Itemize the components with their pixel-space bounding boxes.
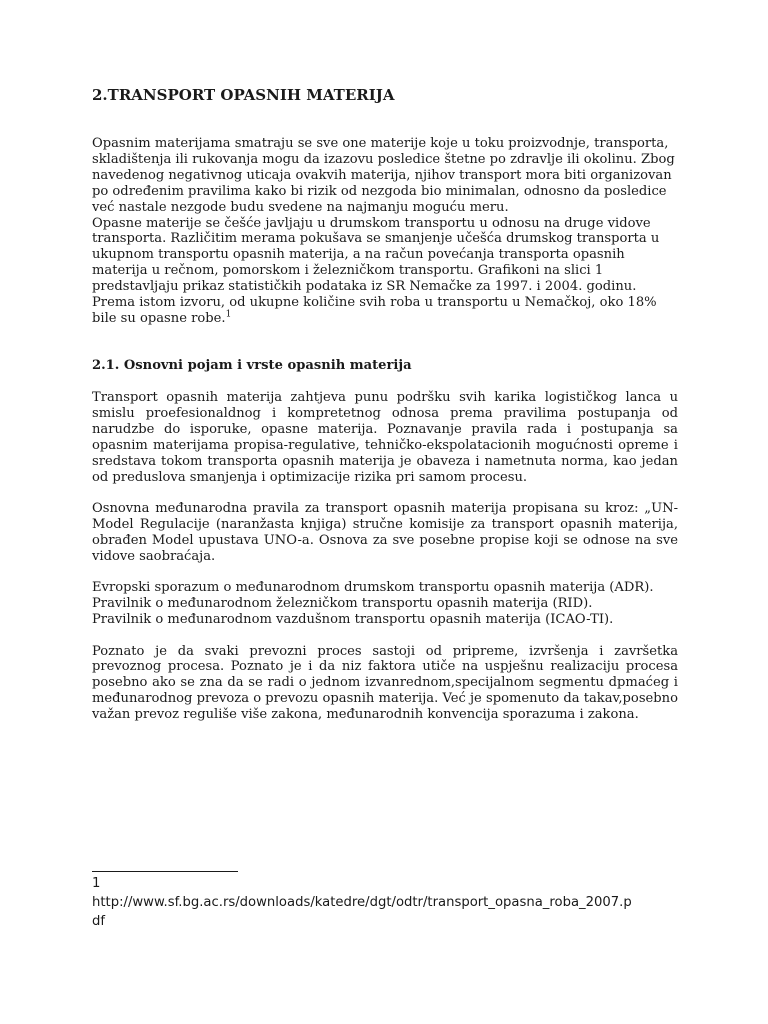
chapter-title: 2.TRANSPORT OPASNIH MATERIJA: [92, 86, 395, 104]
intro-paragraph-2: [92, 216, 678, 327]
intro-paragraph-2-text: Opasne materije se češće javljaju u drumskom transportu u odnosu na druge vidove transporta. Različitim merama pokušava se smanjenje učešća drumskog transporta u ukupnom transportu opasnih materija, a na račun povećanja transporta opasnih materija u rečnom, pomorskom i železničkom transportu. Grafikoni na slici 1 predstavljaju prikaz statističkih podataka iz SR Nemačke za 1997. i 2004. godinu. Prema istom izvoru, od ukupne količine svih roba u transportu u Nemačkoj, oko 18% bile su opasne robe.: [92, 215, 660, 326]
intro-paragraph-1: Opasnim materijama smatraju se sve one materije koje u toku proizvodnje, transporta, skladištenja ili rukovanja mogu da izazovu posledice štetne po zdravlje ili okolinu. Zbog navedenog negativnog uticaja ovakvih materija, njihov transport mora biti organizovan po određenim pravilima kako bi rizik od nezgoda bio minimalan, odnosno da posledice već nastale nezgode budu svedene na najmanju moguću meru.: [92, 136, 675, 215]
intro-text: [92, 136, 678, 327]
section-body: [92, 390, 678, 739]
footnote-url-line-1[interactable]: http://www.sf.bg.ac.rs/downloads/katedre/dgt/odtr/transport_opasna_roba_2007.p: [92, 895, 632, 910]
footnote-number: 1: [92, 876, 101, 891]
section-paragraph-2: Osnovna međunarodna pravila za transport opasnih materija propisana su kroz: „UN-Model Regulacije (naranžasta knjiga) stručne komisije za transport opasnih materija, obrađen Model upustava UNO-a. Osnova za sve posebne propise koji se odnose na sve vidove saobraćaja.: [92, 501, 678, 564]
list-item: Pravilnik o međunarodnom vazdušnom transportu opasnih materija (ICAO-TI).: [92, 612, 614, 628]
list-item: Evropski sporazum o međunarodnom drumskom transportu opasnih materija (ADR).: [92, 580, 654, 596]
list-item: Pravilnik o međunarodnom železničkom transportu opasnih materija (RID).: [92, 596, 593, 612]
section-paragraph-3: Poznato je da svaki prevozni proces sastoji od pripreme, izvršenja i završetka prevoznog procesa. Poznato je i da niz faktora utiče na uspješnu realizaciju procesa posebno ako se zna da se radi o jednom izvanrednom,specijalnom segmentu dpmaćeg i međunarodnog prevoza o prevozu opasnih materija. Već je spomenuto da takav,posebno važan prevoz reguliše više zakona, međunarodnih konvencija sporazuma i zakona.: [92, 643, 678, 723]
footnote: [92, 874, 692, 931]
section-paragraph-1: Transport opasnih materija zahtjeva punu podršku svih karika logističkog lanca u smislu proefesionaldnog i kompretetnog odnosa prema pravilima postupanja od narudzbe do isporuke, opasne materija. Poznavanje pravila rada i postupanja sa opasnim materijama propisa-regulative, tehničko-ekspolatacionih mogućnosti opreme i sredstava tokom transporta opasnih materija je obaveza i nametnuta norma, kao jedan od preduslova smanjenja i optimizacije rizika pri samom procesu.: [92, 390, 678, 485]
section-title: 2.1. Osnovni pojam i vrste opasnih materija: [92, 358, 412, 373]
regulations-list: [92, 580, 678, 628]
footnote-separator: [92, 871, 238, 872]
footnote-reference[interactable]: 1: [225, 309, 232, 320]
footnote-url-line-2[interactable]: df: [92, 914, 106, 929]
